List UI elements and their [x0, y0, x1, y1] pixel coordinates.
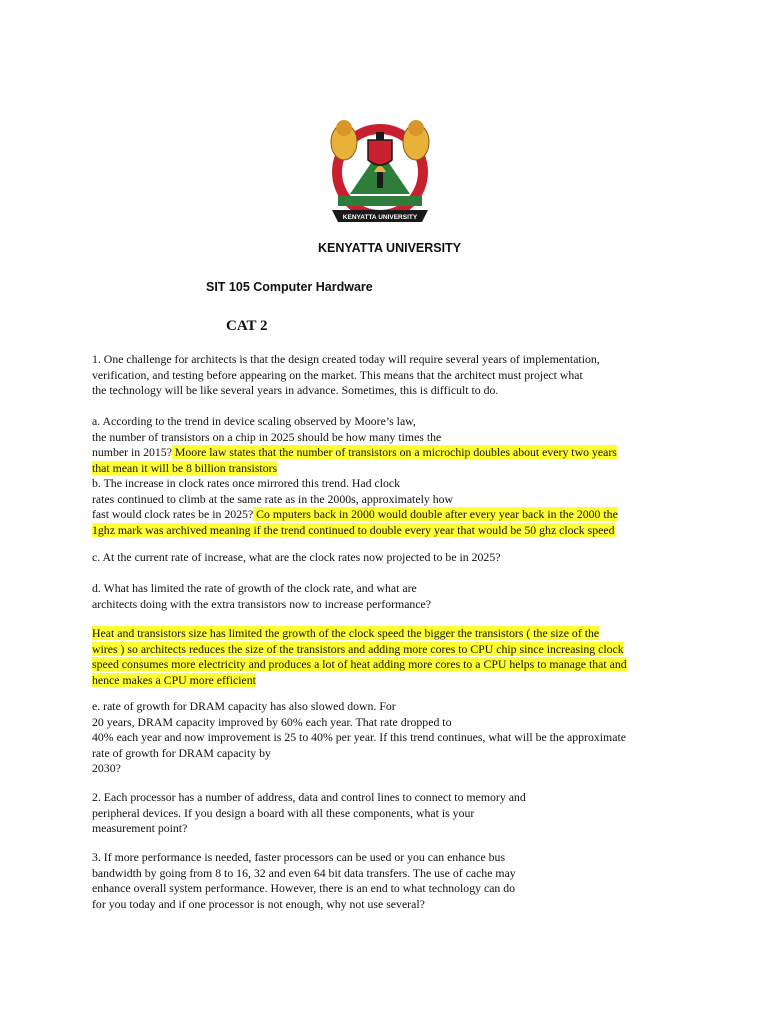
question-1c: c. At the current rate of increase, what are the clock rates now projected to be in 2025?: [92, 550, 501, 564]
answer-1b-highlight-cont: 1ghz mark was archived meaning if the trend continued to double every year that would be 50 ghz clock speed: [92, 522, 615, 537]
answer-1a-highlight: Moore law states that the number of transistors on a microchip doubles about every two years: [171, 445, 617, 460]
course-title: SIT 105 Computer Hardware: [206, 280, 373, 294]
question-1d: d. What has limited the rate of growth of the clock rate, and what are architects doing with the extra transistors now to increase performance?: [92, 581, 432, 611]
answer-1d: Heat and transistors size has limited the growth of the clock speed the bigger the transistors ( the size of the wires ) so architects reduces the size of the transistors and adding more cores to CPU chip since increasing clock speed consumes more electricity and produces a lot of heat adding more cores to a CPU helps to manage that and hence makes a CPU more efficient: [92, 626, 627, 687]
answer-1a-highlight-cont: that mean it will be 8 billion transistors: [92, 460, 278, 475]
question-1e: e. rate of growth for DRAM capacity has also slowed down. For 20 years, DRAM capacity improved by 60% each year. That rate dropped to 40% each year and now improvement is 25 to 40% per year. If this trend continues, what will be the approximate rate of growth for DRAM capacity by 2030?: [92, 699, 626, 776]
question-1b: b. The increase in clock rates once mirrored this trend. Had clock rates continued to climb at the same rate as in the 2000s, approximately how fast would clock rates be in 2025? Co mputers back in 2000 would double after every year back in the 2000 the 1ghz mark was archived meaning if the trend continued to double every year that would be 50 ghz clock speed: [92, 476, 618, 537]
university-name: KENYATTA UNIVERSITY: [318, 241, 462, 255]
university-crest-icon: [324, 110, 436, 230]
question-1-intro: 1. One challenge for architects is that the design created today will require several years of implementation, verification, and testing before appearing on the market. This means that the architect must project what the technology will be like several years in advance. Sometimes, this is difficult to do.: [92, 352, 600, 398]
crest-banner-text: KENYATTA UNIVERSITY: [342, 214, 418, 221]
question-2: 2. Each processor has a number of address, data and control lines to connect to memory and peripheral devices. If you design a board with all these components, what is your measurement point?: [92, 790, 526, 836]
exam-title: CAT 2: [226, 318, 268, 334]
question-3: 3. If more performance is needed, faster processors can be used or you can enhance bus bandwidth by going from 8 to 16, 32 and even 64 bit data transfers. The use of cache may enhance overall system performance. However, there is an end to what technology can do for you today and if one processor is not enough, why not use several?: [92, 850, 516, 911]
answer-1b-highlight: Co mputers back in 2000 would double after every year back in the 2000 the: [253, 507, 618, 522]
question-1a: a. According to the trend in device scaling observed by Moore’s law, the number of transistors on a chip in 2025 should be how many times the number in 2015? Moore law states that the number of transistors on a microchip doubles about every two years that mean it will be 8 billion transistors: [92, 414, 617, 475]
